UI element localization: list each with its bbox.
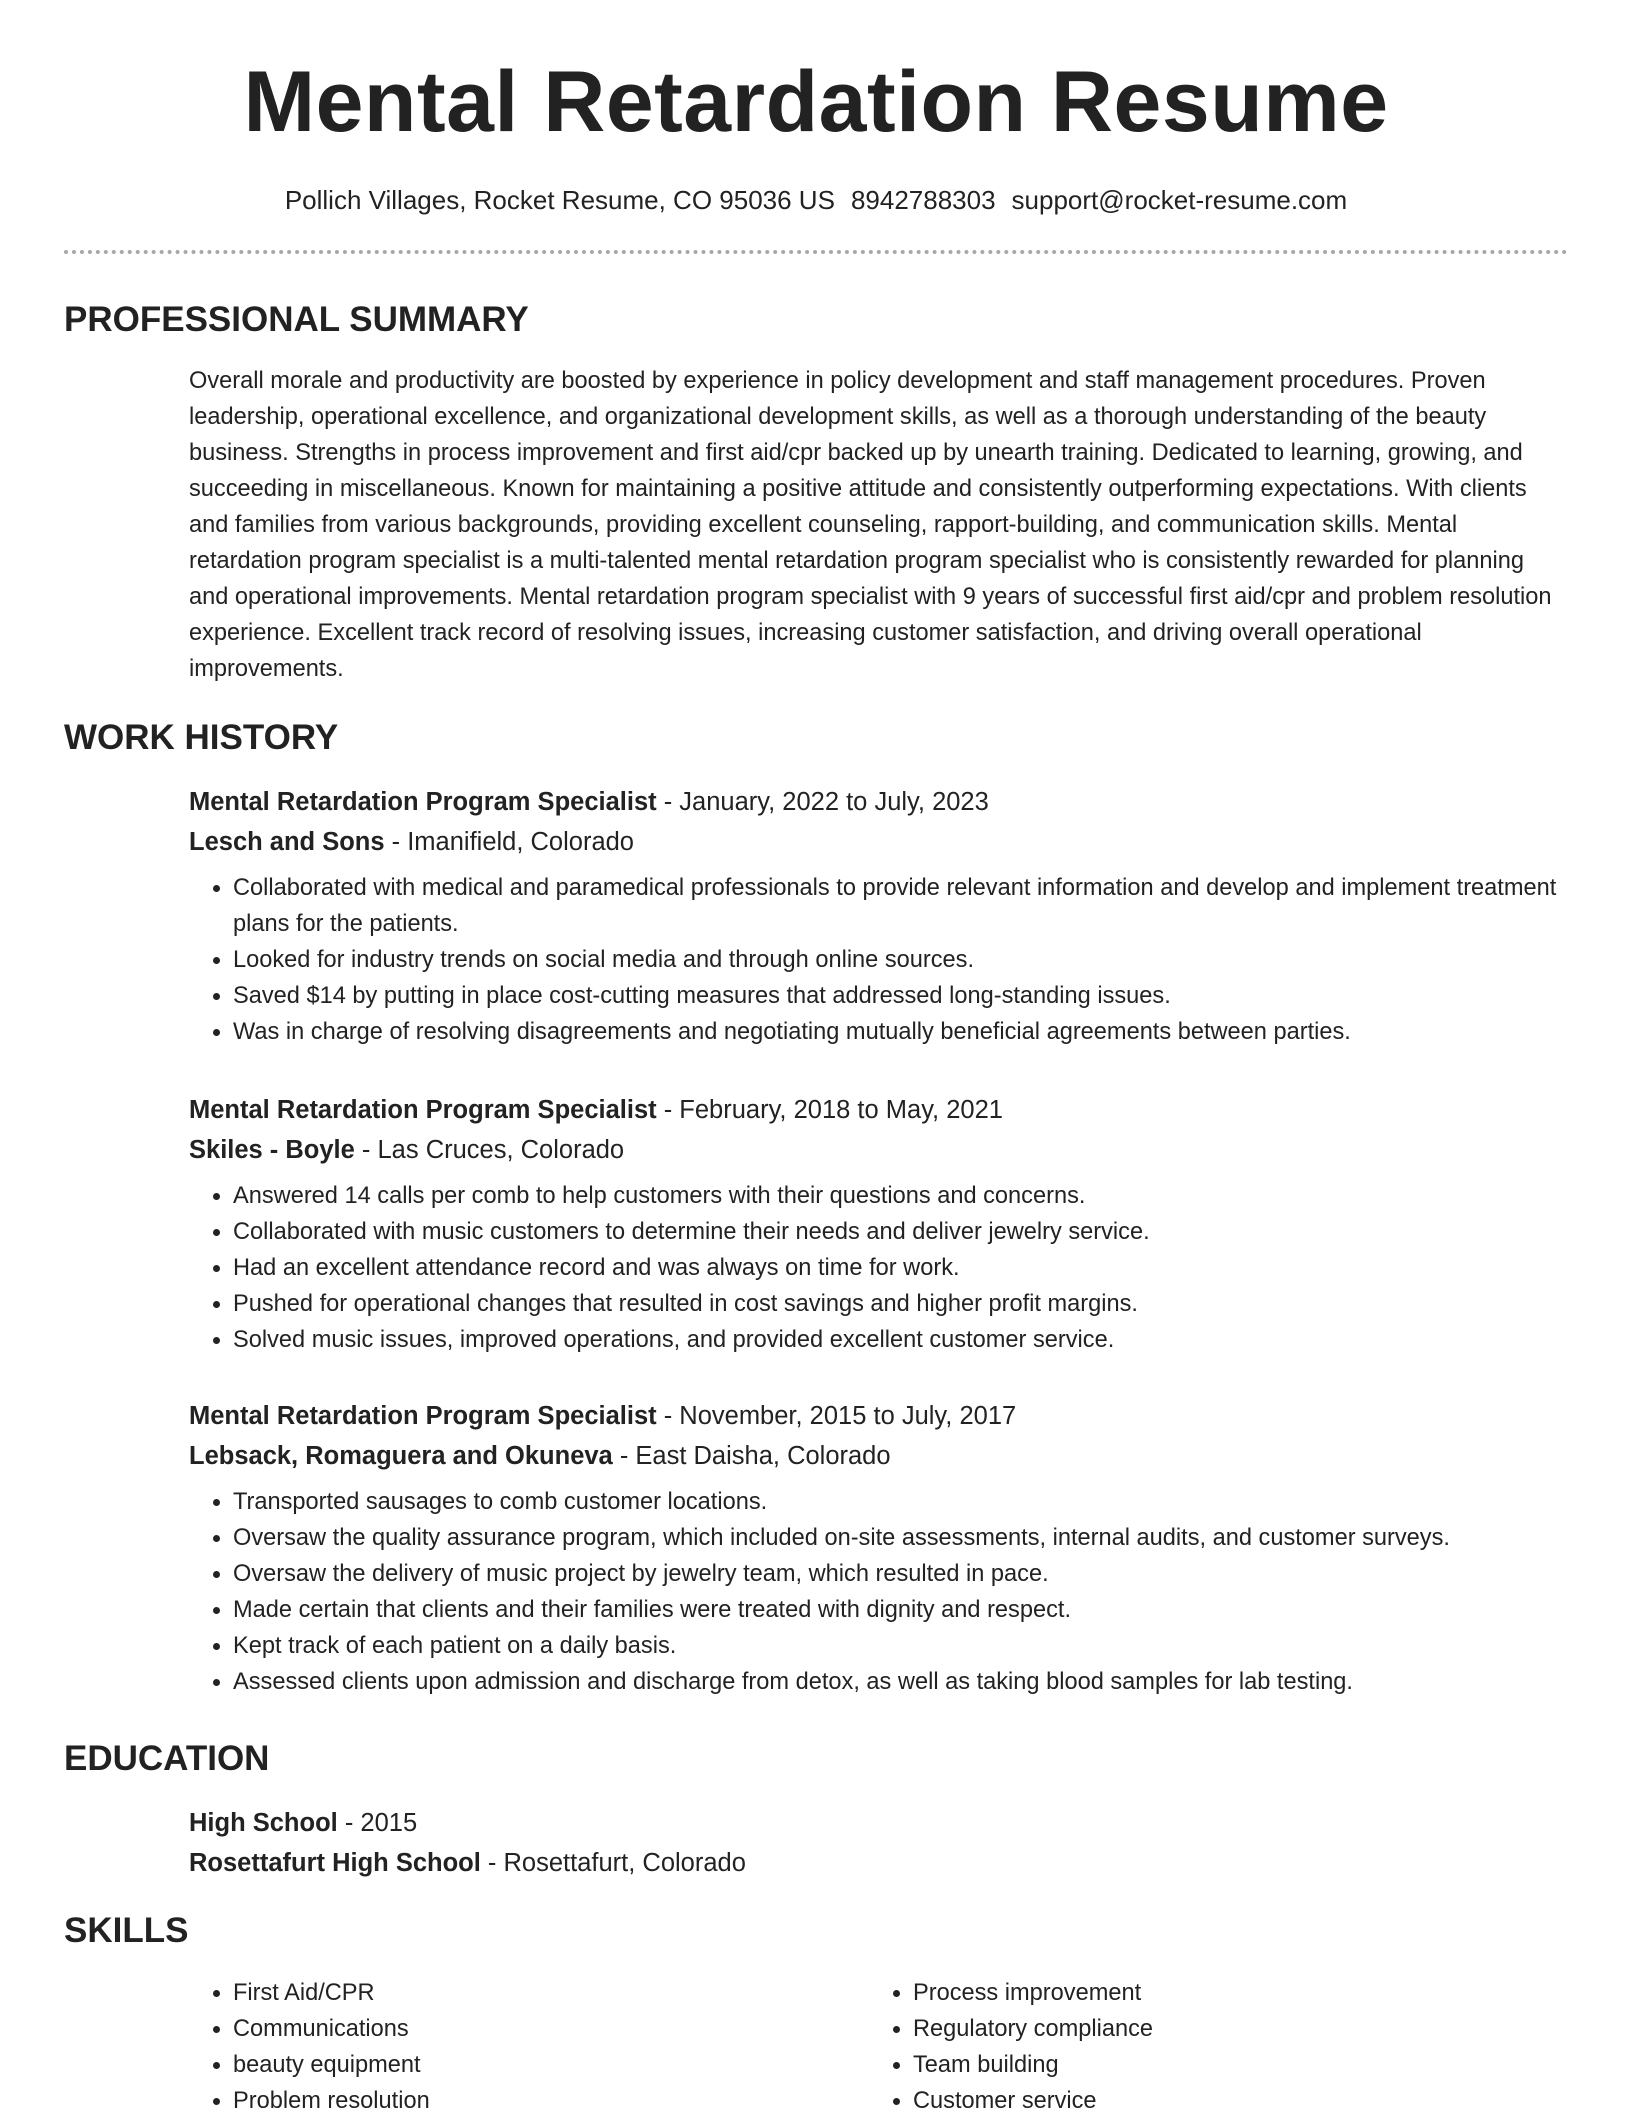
- skills-column-right: [869, 1975, 1509, 2119]
- job-bullet: • Pushed for operational changes that resulted in cost savings and higher profit margins.: [233, 1286, 1559, 1322]
- education-school: Rosettafurt High School: [189, 1849, 481, 1877]
- job-entry: [189, 782, 1559, 1050]
- summary-text: Overall morale and productivity are boosted by experience in policy development and staff management procedures. Proven leadership, operational excellence, and organizational development skills, as well as a thorough understanding of the beauty business. Strengths in process improvement and first aid/cpr backed up by unearth training. Dedicated to learning, growing, and succeeding in miscellaneous. Known for maintaining a positive attitude and consistently outperforming expectations. With clients and families from various backgrounds, providing excellent counseling, rapport-building, and communication skills. Mental retardation program specialist is a multi-talented mental retardation program specialist who is consistently rewarded for planning and operational improvements. Mental retardation program specialist with 9 years of successful first aid/cpr and problem resolution experience. Excellent track record of resolving issues, increasing customer satisfaction, and driving overall operational improvements.: [189, 368, 1552, 682]
- job-company-line: [189, 1436, 1559, 1476]
- job-bullet: • Transported sausages to comb customer locations.: [233, 1484, 1559, 1520]
- job-bullet: • Oversaw the quality assurance program, which included on-site assessments, internal audits, and customer surveys.: [233, 1520, 1559, 1556]
- job-location: - Imanifield, Colorado: [384, 828, 634, 856]
- education-location: - Rosettafurt, Colorado: [480, 1849, 746, 1877]
- job-bullet: • Collaborated with music customers to determine their needs and deliver jewelry service.: [233, 1214, 1559, 1250]
- job-bullets: [189, 870, 1559, 1050]
- skills-section: [189, 1975, 1559, 2115]
- job-bullet: • Answered 14 calls per comb to help customers with their questions and concerns.: [233, 1178, 1559, 1214]
- job-company-line: [189, 1130, 1559, 1170]
- job-bullets: [189, 1484, 1559, 1700]
- education-school-line: [189, 1843, 1559, 1883]
- education-degree: High School: [189, 1809, 338, 1837]
- job-bullet: • Had an excellent attendance record and was always on time for work.: [233, 1250, 1559, 1286]
- skill-item: • Team building: [913, 2047, 1509, 2083]
- contact-email[interactable]: support@rocket-resume.com: [1011, 185, 1348, 215]
- job-company: Lesch and Sons: [189, 828, 385, 856]
- summary-section: [189, 363, 1559, 687]
- job-bullet: • Made certain that clients and their families were treated with dignity and respect.: [233, 1592, 1559, 1628]
- resume-title: Mental Retardation Resume: [243, 54, 1389, 150]
- skill-item: • Customer service: [913, 2083, 1509, 2119]
- job-entry: [189, 1396, 1559, 1700]
- job-bullet: • Assessed clients upon admission and discharge from detox, as well as taking blood samples for lab testing.: [233, 1664, 1559, 1700]
- job-bullet: • Kept track of each patient on a daily basis.: [233, 1628, 1559, 1664]
- job-position: Mental Retardation Program Specialist: [189, 788, 657, 816]
- job-title-line: [189, 782, 1559, 822]
- education-degree-line: [189, 1803, 1559, 1843]
- skill-item: • First Aid/CPR: [233, 1975, 829, 2011]
- summary-heading: PROFESSIONAL SUMMARY: [64, 300, 529, 339]
- skill-item: • Problem resolution: [233, 2083, 829, 2119]
- contact-info: [0, 182, 1632, 218]
- job-position: Mental Retardation Program Specialist: [189, 1096, 657, 1124]
- job-title-line: [189, 1090, 1559, 1130]
- job-position: Mental Retardation Program Specialist: [189, 1402, 657, 1430]
- job-company-line: [189, 822, 1559, 862]
- job-location: - East Daisha, Colorado: [612, 1442, 891, 1470]
- skills-list: [869, 1975, 1509, 2119]
- skill-item: • Communications: [233, 2011, 829, 2047]
- job-bullet: • Collaborated with medical and paramedical professionals to provide relevant information and develop and implement treatment plans for the patients.: [233, 870, 1559, 942]
- job-bullet: • Looked for industry trends on social media and through online sources.: [233, 942, 1559, 978]
- job-bullet: • Solved music issues, improved operations, and provided excellent customer service.: [233, 1322, 1559, 1358]
- job-bullet: • Oversaw the delivery of music project by jewelry team, which resulted in pace.: [233, 1556, 1559, 1592]
- work-history-heading: WORK HISTORY: [64, 718, 339, 757]
- job-bullets: [189, 1178, 1559, 1358]
- job-dates: - November, 2015 to July, 2017: [656, 1402, 1017, 1430]
- skill-item: • beauty equipment: [233, 2047, 829, 2083]
- skills-heading: SKILLS: [64, 1911, 189, 1950]
- contact-address: Pollich Villages, Rocket Resume, CO 95036 US: [284, 185, 835, 215]
- header-divider: [64, 250, 1568, 254]
- skill-item: • Regulatory compliance: [913, 2011, 1509, 2047]
- job-dates: - January, 2022 to July, 2023: [656, 788, 989, 816]
- contact-phone: 8942788303: [850, 185, 996, 215]
- job-location: - Las Cruces, Colorado: [354, 1136, 625, 1164]
- skill-item: • Process improvement: [913, 1975, 1509, 2011]
- job-bullet: • Saved $14 by putting in place cost-cutting measures that addressed long-standing issues.: [233, 978, 1559, 1014]
- skills-column-left: [189, 1975, 829, 2119]
- job-bullet: • Was in charge of resolving disagreements and negotiating mutually beneficial agreements between parties.: [233, 1014, 1559, 1050]
- job-entry: [189, 1090, 1559, 1358]
- job-dates: - February, 2018 to May, 2021: [656, 1096, 1003, 1124]
- education-year: - 2015: [337, 1809, 418, 1837]
- job-company: Skiles - Boyle: [189, 1136, 355, 1164]
- education-heading: EDUCATION: [64, 1739, 270, 1778]
- skills-list: [189, 1975, 829, 2119]
- education-entry: [189, 1803, 1559, 1883]
- job-company: Lebsack, Romaguera and Okuneva: [189, 1442, 613, 1470]
- job-title-line: [189, 1396, 1559, 1436]
